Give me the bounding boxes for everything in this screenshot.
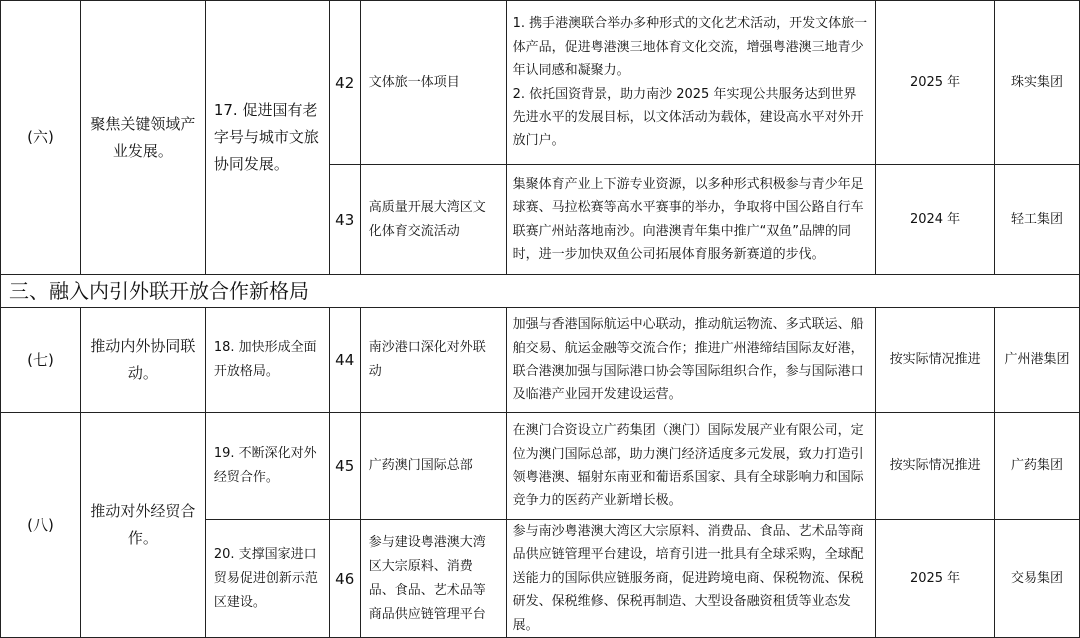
table-row [1, 413, 1080, 520]
responsible-org: 轻工集团 [995, 165, 1080, 275]
project-number: 44 [329, 308, 360, 413]
project-description: 参与南沙粤港澳大湾区大宗原料、消费品、食品、艺术品等商品供应链管理平台建设，培育引进一批具有全球采购，全球配送能力的国际供应链服务商，促进跨境电商、保税物流、保税研发、保税维修、保税再制造、大型设备融资租赁等业态发展。 [506, 520, 876, 638]
category-cell: (八) [1, 413, 81, 638]
project-name: 南沙港口深化对外联动 [360, 308, 506, 413]
focus-cell: 聚焦关键领域产业发展。 [80, 1, 205, 275]
completion-year: 2025 年 [876, 520, 995, 638]
project-name: 参与建设粤港澳大湾区大宗原料、消费品、食品、艺术品等商品供应链管理平台 [360, 520, 506, 638]
project-description: 在澳门合资设立广药集团（澳门）国际发展产业有限公司，定位为澳门国际总部，助力澳门经济适度多元发展，致力打造引领粤港澳、辐射东南亚和葡语系国家、具有全球影响力和国际竞争力的医药产业新增长极。 [506, 413, 876, 520]
measure-cell: 18. 加快形成全面开放格局。 [205, 308, 329, 413]
project-number: 45 [329, 413, 360, 520]
project-name: 高质量开展大湾区文化体育交流活动 [360, 165, 506, 275]
project-description: 加强与香港国际航运中心联动，推动航运物流、多式联运、船舶交易、航运金融等交流合作；推进广州港缔结国际友好港，联合港澳加强与国际港口协会等国际组织合作，参与国际港口及临港产业园开发建设运营。 [506, 308, 876, 413]
section-row [1, 275, 1080, 308]
completion-year: 按实际情况推进 [876, 413, 995, 520]
measure-cell: 17. 促进国有老字号与城市文旅协同发展。 [205, 1, 329, 275]
project-number: 46 [329, 520, 360, 638]
project-name: 文体旅一体项目 [360, 1, 506, 165]
responsible-org: 广州港集团 [995, 308, 1080, 413]
focus-cell: 推动对外经贸合作。 [80, 413, 205, 638]
measure-cell: 19. 不断深化对外经贸合作。 [205, 413, 329, 520]
table-row [1, 1, 1080, 165]
description-paragraph: 2. 依托国资背景，助力南沙 2025 年实现公共服务达到世界先进水平的发展目标，以文体活动为载体，建设高水平对外开放门户。 [512, 86, 864, 149]
responsible-org: 交易集团 [995, 520, 1080, 638]
category-cell: (七) [1, 308, 81, 413]
focus-cell: 推动内外协同联动。 [80, 308, 205, 413]
table-row [1, 308, 1080, 413]
category-cell: (六) [1, 1, 81, 275]
responsible-org: 广药集团 [995, 413, 1080, 520]
project-number: 42 [329, 1, 360, 165]
project-name: 广药澳门国际总部 [360, 413, 506, 520]
project-description [506, 1, 876, 165]
responsible-org: 珠实集团 [995, 1, 1080, 165]
description-paragraph: 1. 携手港澳联合举办多种形式的文化艺术活动，开发文体旅一体产品，促进粤港澳三地体育文化交流，增强粤港澳三地青少年认同感和凝聚力。 [512, 16, 868, 79]
section-title: 三、融入内引外联开放合作新格局 [1, 275, 1080, 308]
project-description: 集聚体育产业上下游专业资源，以多种形式积极参与青少年足球赛、马拉松赛等高水平赛事的举办，争取将中国公路自行车联赛广州站落地南沙。向港澳青年集中推广“双鱼”品牌的同时，进一步加快双鱼公司拓展体育服务新赛道的步伐。 [506, 165, 876, 275]
completion-year: 2025 年 [876, 1, 995, 165]
completion-year: 2024 年 [876, 165, 995, 275]
measure-cell: 20. 支撑国家进口贸易促进创新示范区建设。 [205, 520, 329, 638]
completion-year: 按实际情况推进 [876, 308, 995, 413]
project-number: 43 [329, 165, 360, 275]
